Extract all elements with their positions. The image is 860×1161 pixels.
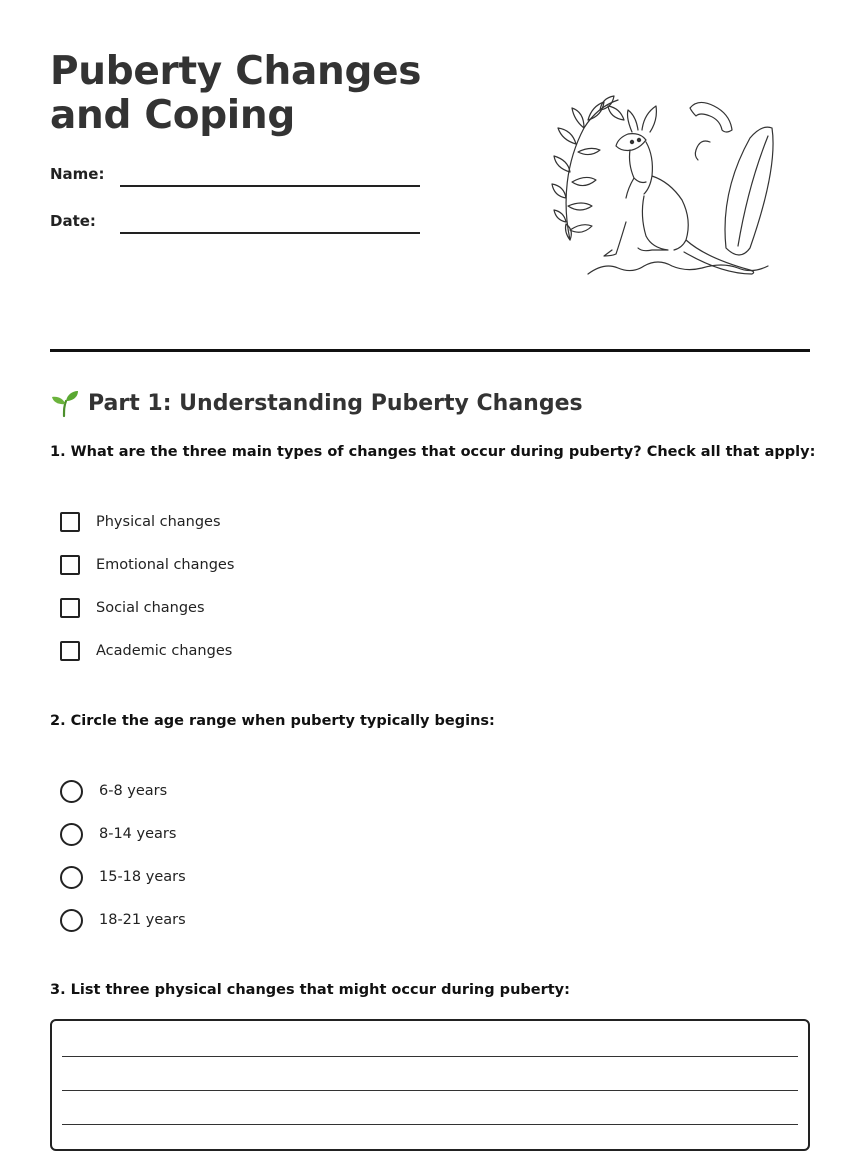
leaves xyxy=(552,96,624,240)
q2-option[interactable] xyxy=(60,778,167,804)
q1-option[interactable] xyxy=(60,552,234,578)
question-2: 2. Circle the age range when puberty typically begins: xyxy=(50,713,495,729)
sprout-icon xyxy=(50,388,80,418)
q2-option[interactable] xyxy=(60,821,176,847)
part1-heading xyxy=(50,388,583,418)
q1-option-label: Physical changes xyxy=(96,514,221,530)
q1-option-label: Academic changes xyxy=(96,643,233,659)
q2-option-label: 6-8 years xyxy=(99,783,168,799)
q2-option[interactable] xyxy=(60,864,186,890)
name-label: Name: xyxy=(50,165,105,183)
q1-option[interactable] xyxy=(60,595,205,621)
answer-line xyxy=(62,1090,798,1091)
q1-option[interactable] xyxy=(60,638,232,664)
q1-option-label: Emotional changes xyxy=(96,557,235,573)
worksheet-title: Puberty Changes and Coping xyxy=(50,49,422,138)
radio-circle[interactable] xyxy=(60,780,83,803)
question-3: 3. List three physical changes that might occur during puberty: xyxy=(50,982,570,998)
date-input-line[interactable] xyxy=(120,232,420,234)
checkbox[interactable] xyxy=(60,512,80,532)
date-label: Date: xyxy=(50,212,96,230)
part1-heading-text: Part 1: Understanding Puberty Changes xyxy=(88,390,583,416)
q2-option-label: 18-21 years xyxy=(99,912,186,928)
checkbox[interactable] xyxy=(60,641,80,661)
answer-line xyxy=(62,1056,798,1057)
q2-option[interactable] xyxy=(60,907,186,933)
date-field xyxy=(50,212,430,242)
divider-rule xyxy=(50,349,810,352)
radio-circle[interactable] xyxy=(60,866,83,889)
answer-line xyxy=(62,1124,798,1125)
name-input-line[interactable] xyxy=(120,185,420,187)
q1-option-label: Social changes xyxy=(96,600,205,616)
q2-option-label: 15-18 years xyxy=(99,869,186,885)
q2-option-label: 8-14 years xyxy=(99,826,177,842)
name-field xyxy=(50,165,430,195)
kangaroo-illustration xyxy=(548,92,780,282)
question-1: 1. What are the three main types of changes that occur during puberty? Check all that apply: xyxy=(50,444,816,460)
radio-circle[interactable] xyxy=(60,823,83,846)
checkbox[interactable] xyxy=(60,598,80,618)
checkbox[interactable] xyxy=(60,555,80,575)
answer-box[interactable] xyxy=(50,1019,810,1151)
q1-option[interactable] xyxy=(60,509,221,535)
radio-circle[interactable] xyxy=(60,909,83,932)
